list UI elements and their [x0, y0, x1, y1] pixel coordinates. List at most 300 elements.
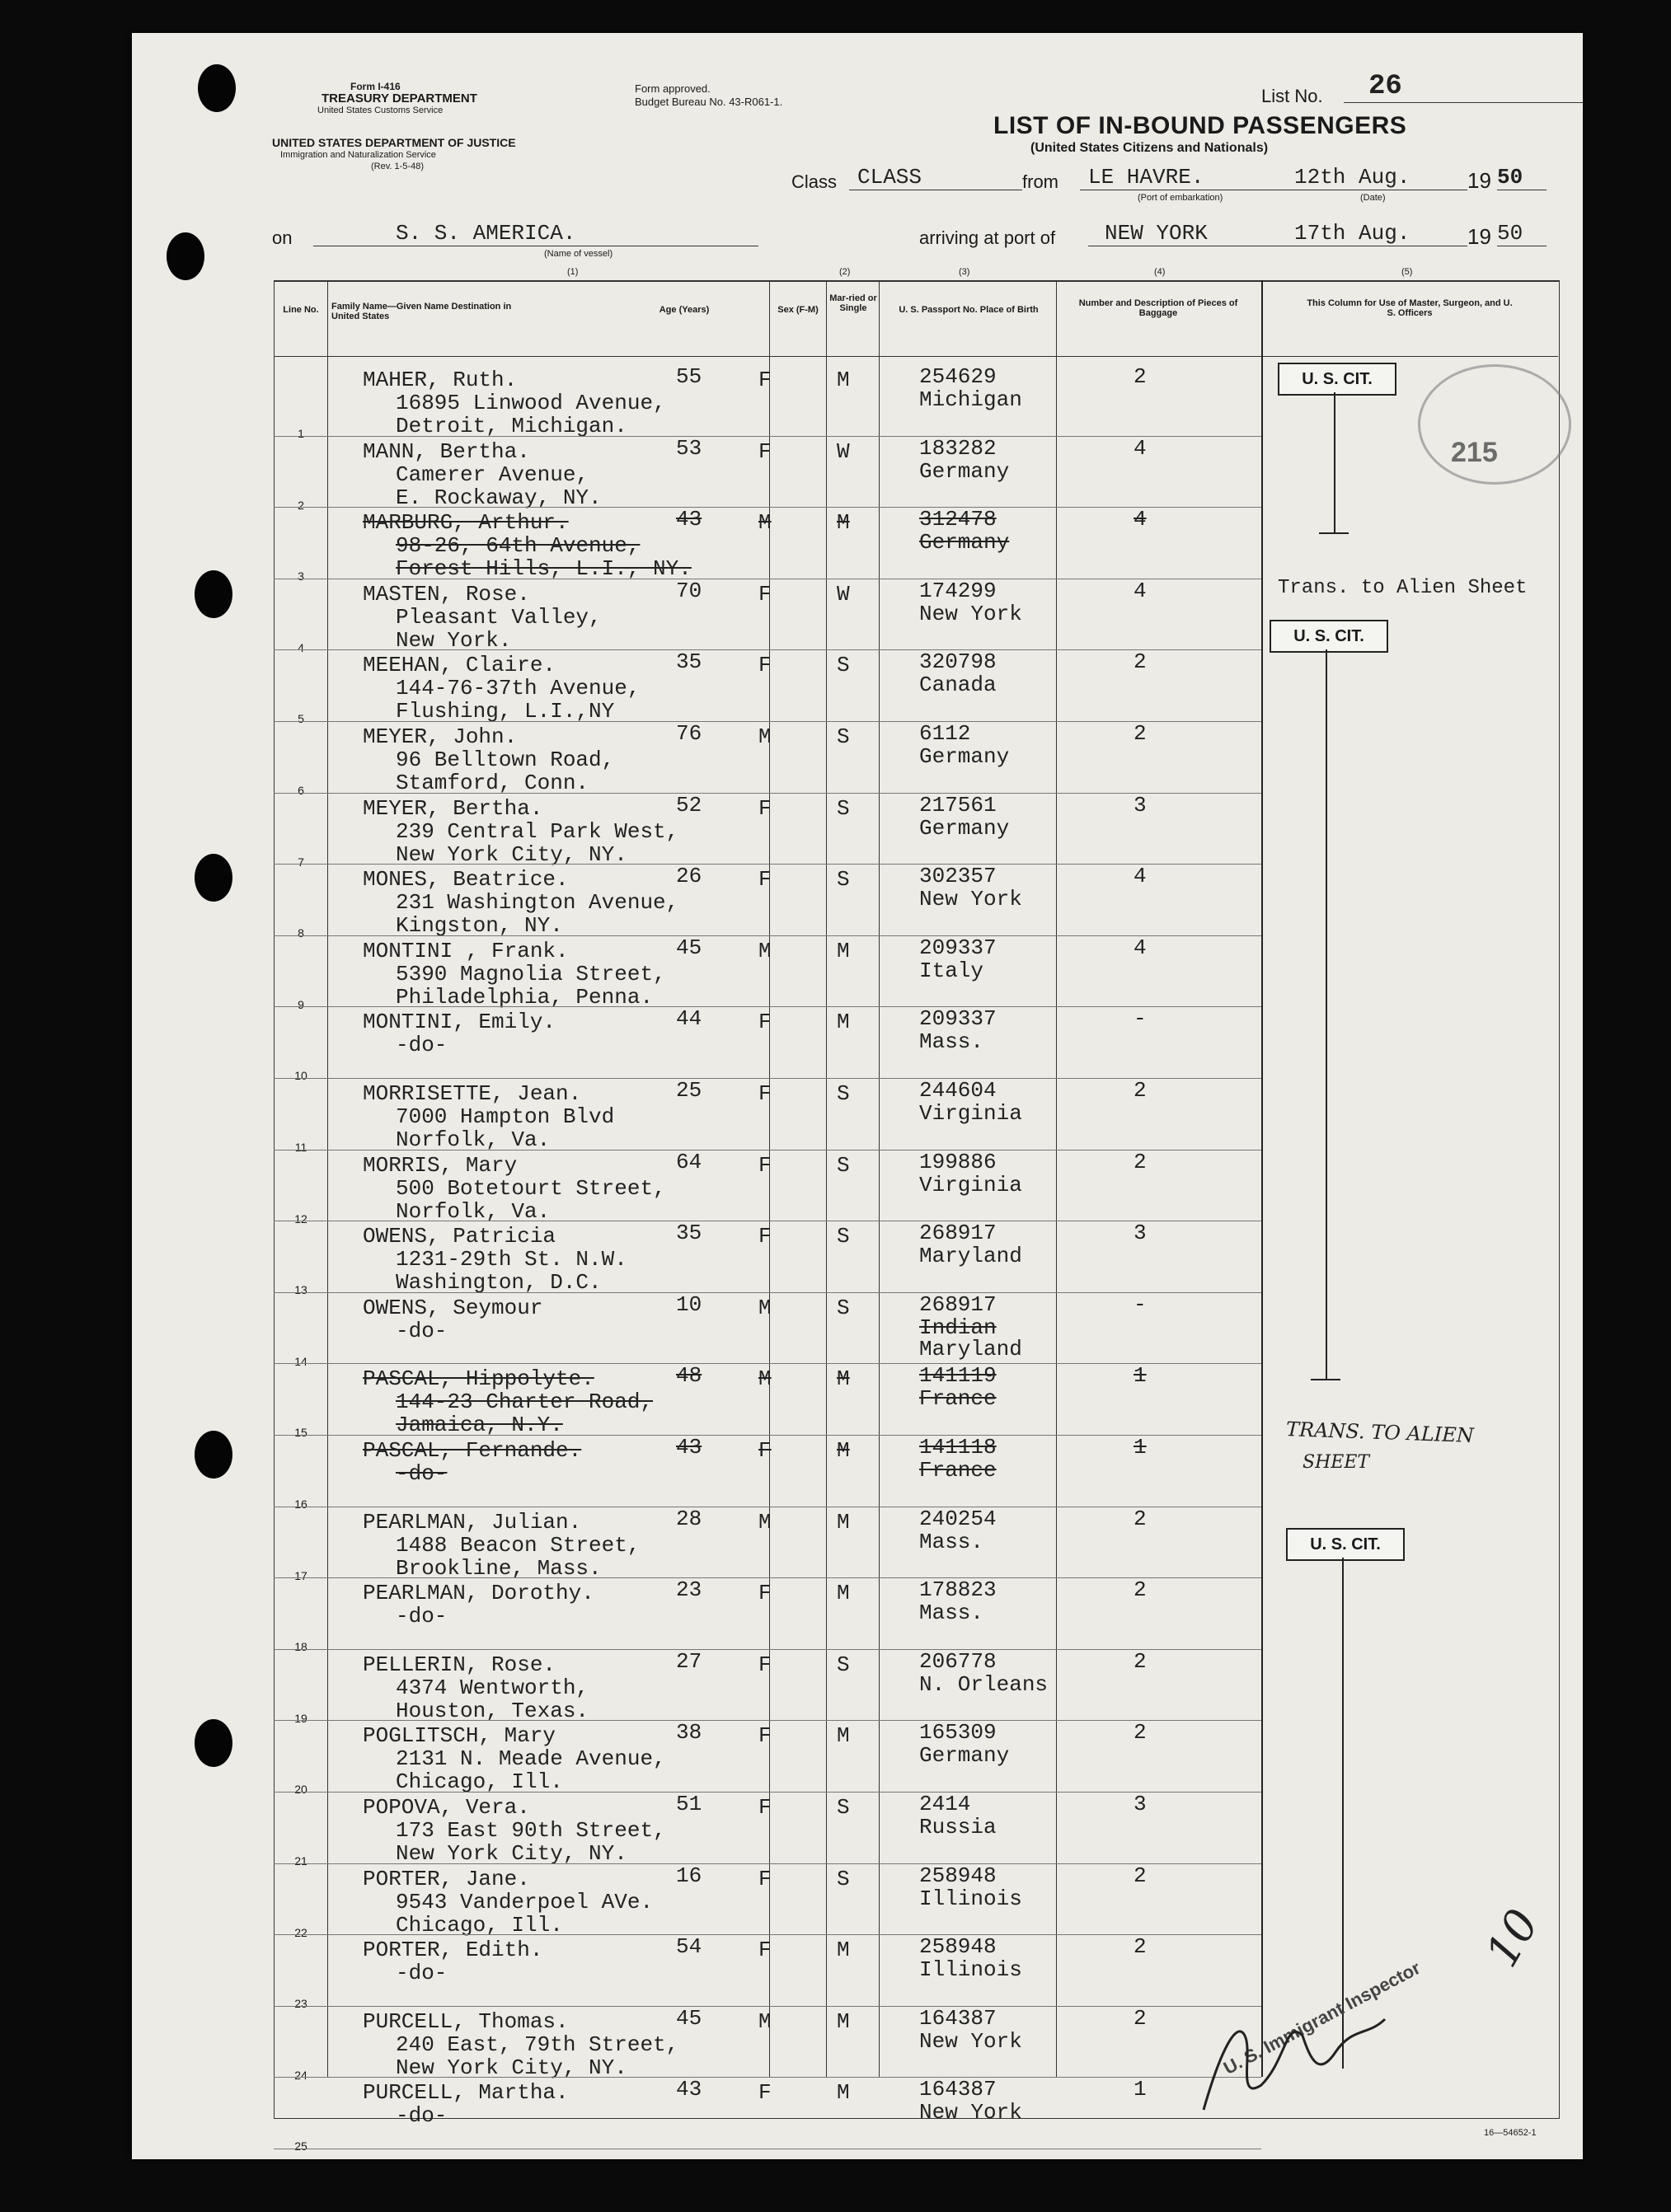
- sex: F: [758, 1795, 772, 1820]
- date-stamp-number: 215: [1451, 437, 1498, 468]
- row-divider: [274, 649, 1261, 650]
- destination-line-2: Flushing, L.I.,NY: [396, 699, 615, 724]
- passenger-name: MARBURG, Arthur.: [363, 510, 569, 536]
- line-number: 20: [294, 1783, 307, 1797]
- col-sep-officers: [1261, 280, 1263, 2077]
- destination-line-1: 144-76-37th Avenue,: [396, 676, 641, 701]
- passenger-name: PORTER, Jane.: [363, 1866, 530, 1891]
- sex: F: [758, 1581, 772, 1606]
- from-label: from: [1022, 171, 1058, 192]
- age: 45: [676, 935, 702, 960]
- destination-line-2: Norfolk, Va.: [396, 1198, 551, 1224]
- sex: M: [758, 1366, 772, 1392]
- destination-line-2: E. Rockaway, NY.: [396, 485, 602, 510]
- passenger-name: PEARLMAN, Dorothy.: [363, 1581, 594, 1606]
- sex: M: [758, 1509, 772, 1535]
- row-divider: [274, 1292, 1261, 1293]
- page-subtitle: (United States Citizens and Nationals): [1030, 141, 1269, 155]
- passport-number: 320798: [919, 649, 997, 675]
- place-of-birth: Indian: [919, 1315, 997, 1340]
- sex: F: [758, 581, 772, 607]
- marital-status: S: [837, 1081, 850, 1106]
- destination-line-1: 240 East, 79th Street,: [396, 2032, 679, 2057]
- passenger-name: MEYER, John.: [363, 724, 518, 749]
- passenger-name: OWENS, Seymour: [363, 1295, 543, 1320]
- marital-status: S: [837, 1295, 850, 1320]
- sex: F: [758, 438, 772, 464]
- marital-status: M: [837, 1438, 850, 1463]
- marital-status: S: [837, 724, 850, 749]
- ins-service: Immigration and Naturalization Service: [280, 150, 436, 160]
- sex: F: [758, 1438, 772, 1463]
- embark-date: 12th Aug.: [1286, 165, 1467, 190]
- line-number: 9: [298, 997, 304, 1011]
- age: 44: [676, 1006, 702, 1032]
- baggage-count: 2: [1134, 721, 1147, 746]
- marital-status: S: [837, 1152, 850, 1178]
- line-number: 8: [298, 926, 304, 940]
- place-of-birth: Virginia: [919, 1172, 1022, 1197]
- destination-line-1: -do-: [396, 1318, 448, 1343]
- passport-number: 164387: [919, 2005, 997, 2031]
- destination-line-1: 1488 Beacon Street,: [396, 1532, 641, 1558]
- on-label: on: [272, 227, 293, 248]
- destination-line-1: 231 Washington Avenue,: [396, 890, 679, 916]
- marital-status: M: [837, 938, 850, 963]
- header-sex: Sex (F-M): [777, 305, 819, 315]
- passenger-name: PASCAL, Hippolyte.: [363, 1366, 594, 1392]
- sex: F: [758, 867, 772, 893]
- place-of-birth: Canada: [919, 673, 997, 698]
- marital-status: S: [837, 1866, 850, 1891]
- passport-number: 240254: [919, 1506, 997, 1531]
- hand-tally: 10: [1475, 1900, 1549, 1976]
- row-divider: [274, 1720, 1261, 1721]
- destination-line-1: 96 Belltown Road,: [396, 747, 615, 772]
- age: 45: [676, 2005, 702, 2031]
- marital-status: M: [837, 1938, 850, 1963]
- sex: F: [758, 1010, 772, 1035]
- line-number: 10: [294, 1069, 307, 1083]
- destination-line-2: Washington, D.C.: [396, 1270, 602, 1296]
- baggage-count: 4: [1134, 935, 1147, 960]
- row-divider: [274, 721, 1261, 722]
- age: 35: [676, 649, 702, 675]
- embark-year: 50: [1497, 165, 1547, 190]
- inspector-signature: [1187, 1986, 1434, 2126]
- passenger-name: MASTEN, Rose.: [363, 581, 530, 607]
- age: 48: [676, 1363, 702, 1389]
- line-number: 14: [294, 1354, 307, 1368]
- place-of-birth: Illinois: [919, 1886, 1022, 1911]
- sex: F: [758, 1152, 772, 1178]
- row-divider: [274, 436, 1261, 437]
- col-sep-married: [826, 280, 827, 2077]
- justice-dept: UNITED STATES DEPARTMENT OF JUSTICE: [272, 136, 516, 149]
- arrival-date: 17th Aug.: [1286, 221, 1467, 246]
- age: 76: [676, 721, 702, 746]
- row-divider: [274, 2077, 1261, 2078]
- passport-number: 2414: [919, 1792, 971, 1816]
- destination-line-1: 2131 N. Meade Avenue,: [396, 1746, 666, 1772]
- sex: F: [758, 1723, 772, 1749]
- trans-alien-typed: Trans. to Alien Sheet: [1278, 577, 1528, 599]
- place-of-birth: Germany: [919, 815, 1010, 841]
- line-number: 7: [298, 855, 304, 869]
- place-of-birth: New York: [919, 2100, 1022, 2125]
- baggage-count: 1: [1134, 2077, 1147, 2102]
- line-number: 13: [294, 1283, 307, 1297]
- age: 51: [676, 1792, 702, 1816]
- destination-line-1: -do-: [396, 1033, 448, 1058]
- baggage-count: -: [1134, 1291, 1147, 1317]
- row-divider: [274, 935, 1261, 936]
- line-number: 24: [294, 2068, 307, 2082]
- line-number: 1: [298, 427, 304, 440]
- place-of-birth: Germany: [919, 744, 1010, 769]
- line-number: 21: [294, 1854, 307, 1868]
- place-of-birth: N. Orleans: [919, 1671, 1049, 1697]
- year-prefix-2: 19: [1467, 224, 1491, 249]
- passport-number: 183282: [919, 435, 997, 461]
- age: 26: [676, 864, 702, 889]
- passport-number: 199886: [919, 1149, 997, 1174]
- passport-number: 217561: [919, 792, 997, 818]
- place-of-birth: Italy: [919, 958, 984, 983]
- line-number: 3: [298, 569, 304, 583]
- age: 43: [676, 507, 702, 532]
- marital-status: S: [837, 867, 850, 893]
- year-prefix-1: 19: [1467, 168, 1491, 193]
- us-cit-stamp-3: U. S. CIT.: [1286, 1528, 1405, 1561]
- line-number: 25: [294, 2139, 307, 2153]
- line-number: 11: [294, 1141, 307, 1154]
- arrival-port: NEW YORK: [1088, 221, 1286, 246]
- sex: F: [758, 1652, 772, 1677]
- destination-line-1: 16895 Linwood Avenue,: [396, 391, 666, 415]
- sheet-handwritten: SHEET: [1303, 1452, 1370, 1473]
- line-number: 5: [298, 712, 304, 726]
- punch-hole: [198, 64, 236, 112]
- baggage-count: 4: [1134, 507, 1147, 532]
- header-name: Family Name—Given Name Destination in United States: [331, 302, 512, 321]
- passenger-name: MONES, Beatrice.: [363, 867, 569, 893]
- passenger-name: PURCELL, Martha.: [363, 2080, 569, 2106]
- baggage-count: 2: [1134, 1720, 1147, 1746]
- customs-service: United States Customs Service: [317, 105, 444, 115]
- passenger-name: POPOVA, Vera.: [363, 1795, 530, 1820]
- trans-alien-handwritten: TRANS. TO ALIEN: [1285, 1418, 1475, 1447]
- age: 28: [676, 1506, 702, 1531]
- destination-line-1: 7000 Hampton Blvd: [396, 1104, 615, 1129]
- place-of-birth: Mass.: [919, 1529, 984, 1554]
- passenger-list-page: [132, 33, 1583, 2159]
- baggage-count: 3: [1134, 1221, 1147, 1246]
- line-number: 16: [294, 1497, 307, 1511]
- passport-number: 244604: [919, 1078, 997, 1103]
- row-divider: [274, 1006, 1261, 1007]
- bracket-line-1: [1334, 392, 1335, 532]
- marital-status: M: [837, 2080, 850, 2106]
- arrival-year: 50: [1497, 221, 1547, 246]
- age: 55: [676, 364, 702, 389]
- form-approved: Form approved.: [635, 82, 711, 95]
- passenger-name: MANN, Bertha.: [363, 438, 530, 464]
- sex: M: [758, 724, 772, 749]
- header-divider: [274, 356, 1558, 357]
- marital-status: M: [837, 1010, 850, 1035]
- passport-number: 164387: [919, 2077, 997, 2102]
- place-of-birth: New York: [919, 887, 1022, 912]
- punch-hole: [195, 570, 232, 618]
- passport-number: 302357: [919, 864, 997, 889]
- sex: M: [758, 938, 772, 963]
- row-divider: [274, 1363, 1261, 1364]
- date-caption: (Date): [1360, 193, 1386, 203]
- vessel-caption: (Name of vessel): [544, 249, 613, 259]
- line-number: 23: [294, 1997, 307, 2011]
- place-of-birth: Germany: [919, 458, 1010, 484]
- marital-status: W: [837, 581, 850, 607]
- baggage-count: 3: [1134, 792, 1147, 818]
- baggage-count: 2: [1134, 1577, 1147, 1603]
- marital-status: M: [837, 1581, 850, 1606]
- place-of-birth: Michigan: [919, 387, 1022, 412]
- baggage-count: 2: [1134, 1506, 1147, 1531]
- sex: M: [758, 2008, 772, 2034]
- row-divider: [274, 864, 1261, 865]
- sex: M: [758, 510, 772, 536]
- bracket-end-1: [1319, 532, 1349, 534]
- destination-line-1: -do-: [396, 1461, 448, 1486]
- marital-status: M: [837, 368, 850, 392]
- passenger-name: MORRIS, Mary: [363, 1152, 518, 1178]
- destination-line-2: Brookline, Mass.: [396, 1555, 602, 1581]
- baggage-count: 2: [1134, 2005, 1147, 2031]
- line-number: 4: [298, 640, 304, 654]
- header-line-no: Line No.: [283, 305, 319, 315]
- age: 70: [676, 578, 702, 603]
- sex: F: [758, 795, 772, 821]
- destination-line-1: 4374 Wentworth,: [396, 1675, 589, 1700]
- passenger-name: PEARLMAN, Julian.: [363, 1509, 582, 1535]
- place-of-birth: Germany: [919, 1743, 1010, 1769]
- baggage-count: 1: [1134, 1363, 1147, 1389]
- line-number: 15: [294, 1426, 307, 1440]
- row-divider: [274, 793, 1261, 794]
- passport-number: 258948: [919, 1863, 997, 1888]
- header-age: Age (Years): [659, 305, 710, 315]
- passport-number: 178823: [919, 1577, 997, 1603]
- col-sep-passport: [879, 280, 880, 2077]
- marital-status: S: [837, 653, 850, 678]
- col-num-1: (1): [567, 267, 579, 277]
- class-value: CLASS: [849, 165, 1022, 190]
- destination-line-2: Houston, Texas.: [396, 1698, 589, 1723]
- arriving-label: arriving at port of: [919, 227, 1056, 248]
- destination-line-1: -do-: [396, 2103, 448, 2129]
- place-of-birth: Mass.: [919, 1600, 984, 1626]
- passport-number: 209337: [919, 1006, 997, 1032]
- passport-number: 165309: [919, 1720, 997, 1746]
- revision: (Rev. 1-5-48): [371, 162, 424, 171]
- passport-number: 258948: [919, 1934, 997, 1960]
- age: 23: [676, 1577, 702, 1603]
- place-of-birth: France: [919, 1386, 997, 1412]
- age: 25: [676, 1078, 702, 1103]
- destination-line-2: Chicago, Ill.: [396, 1769, 563, 1795]
- sex: M: [758, 1295, 772, 1320]
- destination-line-2: New York City, NY.: [396, 2055, 627, 2080]
- destination-line-1: -do-: [396, 1604, 448, 1629]
- destination-line-2: Stamford, Conn.: [396, 771, 589, 795]
- destination-line-1: -do-: [396, 1961, 448, 1986]
- destination-line-1: 173 East 90th Street,: [396, 1818, 666, 1843]
- destination-line-2: Philadelphia, Penna.: [396, 984, 654, 1010]
- place-of-birth: Russia: [919, 1815, 997, 1839]
- passenger-name: MORRISETTE, Jean.: [363, 1081, 582, 1106]
- age: 52: [676, 792, 702, 818]
- destination-line-2: New York.: [396, 627, 512, 653]
- bracket-line-2: [1326, 649, 1327, 1379]
- us-cit-stamp-2: U. S. CIT.: [1270, 620, 1388, 653]
- place-of-birth: New York: [919, 2028, 1022, 2054]
- place-of-birth: Germany: [919, 530, 1010, 555]
- destination-line-1: 239 Central Park West,: [396, 818, 679, 844]
- passport-number: 6112: [919, 721, 971, 746]
- destination-line-1: 144-23 Charter Road,: [396, 1390, 654, 1415]
- destination-line-2: New York City, NY.: [396, 1841, 627, 1866]
- row-divider: [274, 1863, 1261, 1864]
- destination-line-1: Camerer Avenue,: [396, 462, 589, 487]
- destination-line-2: Chicago, Ill.: [396, 1912, 563, 1938]
- marital-status: M: [837, 1723, 850, 1749]
- marital-status: S: [837, 795, 850, 821]
- place-of-birth: Virginia: [919, 1101, 1022, 1126]
- age: 43: [676, 1435, 702, 1460]
- place-of-birth: Maryland: [919, 1244, 1022, 1269]
- col-sep-baggage: [1056, 280, 1057, 2077]
- inspector-stamp: U. S. Immigrant Inspector: [1220, 1957, 1425, 2079]
- form-code: 16—54652-1: [1484, 2128, 1537, 2138]
- sex: F: [758, 368, 772, 392]
- destination-line-1: 500 Botetourt Street,: [396, 1175, 666, 1201]
- line-number: 18: [294, 1640, 307, 1654]
- row-divider: [274, 1150, 1261, 1151]
- passenger-name: MONTINI, Emily.: [363, 1010, 556, 1035]
- passenger-name: MEYER, Bertha.: [363, 795, 543, 821]
- passenger-name: MONTINI , Frank.: [363, 938, 569, 963]
- place-of-birth: Mass.: [919, 1029, 984, 1055]
- col-num-3: (3): [959, 267, 970, 277]
- row-divider: [274, 1577, 1261, 1578]
- embark-port-caption: (Port of embarkation): [1138, 193, 1223, 203]
- passenger-name: PASCAL, Fernande.: [363, 1438, 582, 1463]
- passport-number: 268917: [919, 1221, 997, 1246]
- page-title: LIST OF IN-BOUND PASSENGERS: [993, 112, 1407, 139]
- marital-status: S: [837, 1652, 850, 1677]
- age: 54: [676, 1934, 702, 1960]
- age: 53: [676, 435, 702, 461]
- punch-hole: [195, 1431, 232, 1479]
- age: 43: [676, 2077, 702, 2102]
- embark-port: LE HAVRE.: [1080, 165, 1286, 190]
- passport-number: 141118: [919, 1435, 997, 1460]
- header-married: Mar-ried or Single: [829, 293, 877, 313]
- passport-number: 174299: [919, 578, 997, 603]
- line-number: 17: [294, 1568, 307, 1582]
- vessel-name: S. S. AMERICA.: [313, 221, 758, 246]
- destination-line-2: Kingston, NY.: [396, 913, 563, 939]
- line-number: 12: [294, 1211, 307, 1226]
- place-of-birth: Illinois: [919, 1957, 1022, 1983]
- marital-status: W: [837, 438, 850, 464]
- list-no-value: 26: [1344, 71, 1583, 103]
- baggage-count: 1: [1134, 1435, 1147, 1460]
- marital-status: M: [837, 510, 850, 536]
- row-divider: [274, 507, 1261, 508]
- destination-line-2: Norfolk, Va.: [396, 1127, 551, 1152]
- list-no-label: List No.: [1261, 86, 1323, 106]
- passenger-name: MAHER, Ruth.: [363, 368, 518, 392]
- line-number: 6: [298, 784, 304, 797]
- header-passport: U. S. Passport No. Place of Birth: [899, 305, 1039, 315]
- baggage-count: 2: [1134, 1149, 1147, 1174]
- passenger-name: PURCELL, Thomas.: [363, 2008, 569, 2034]
- destination-line-2: Detroit, Michigan.: [396, 414, 627, 438]
- punch-hole: [195, 1719, 232, 1767]
- marital-status: S: [837, 1224, 850, 1249]
- passport-number: 312478: [919, 507, 997, 532]
- row-divider: [274, 1934, 1261, 1935]
- row-divider: [274, 2006, 1261, 2007]
- passport-number: 141119: [919, 1363, 997, 1389]
- baggage-count: 3: [1134, 1792, 1147, 1816]
- sex: F: [758, 1866, 772, 1891]
- destination-line-1: 98-26, 64th Avenue,: [396, 533, 641, 559]
- destination-line-1: Pleasant Valley,: [396, 604, 602, 630]
- age: 27: [676, 1648, 702, 1674]
- passenger-name: POGLITSCH, Mary: [363, 1723, 556, 1749]
- passport-number: 209337: [919, 935, 997, 960]
- row-divider: [274, 1435, 1261, 1436]
- baggage-count: 2: [1134, 1863, 1147, 1888]
- sex: F: [758, 653, 772, 678]
- class-label: Class: [791, 171, 838, 192]
- age: 64: [676, 1149, 702, 1174]
- marital-status: M: [837, 1509, 850, 1535]
- passport-number: 254629: [919, 364, 997, 389]
- baggage-count: 2: [1134, 1648, 1147, 1674]
- place-of-birth: New York: [919, 601, 1022, 626]
- destination-line-1: 5390 Magnolia Street,: [396, 961, 666, 986]
- baggage-count: 4: [1134, 578, 1147, 603]
- destination-line-1: 9543 Vanderpoel AVe.: [396, 1889, 654, 1914]
- baggage-count: -: [1134, 1006, 1147, 1032]
- sex: F: [758, 1224, 772, 1249]
- line-number: 19: [294, 1711, 307, 1725]
- treasury-dept: TREASURY DEPARTMENT: [322, 91, 477, 105]
- baggage-count: 4: [1134, 864, 1147, 889]
- place-of-birth: France: [919, 1458, 997, 1483]
- sex: F: [758, 2080, 772, 2106]
- marital-status: M: [837, 1366, 850, 1392]
- place-of-birth-corrected: Maryland: [919, 1336, 1022, 1361]
- baggage-count: 4: [1134, 435, 1147, 461]
- marital-status: M: [837, 2008, 850, 2034]
- line-number: 22: [294, 1925, 307, 1939]
- marital-status: S: [837, 1795, 850, 1820]
